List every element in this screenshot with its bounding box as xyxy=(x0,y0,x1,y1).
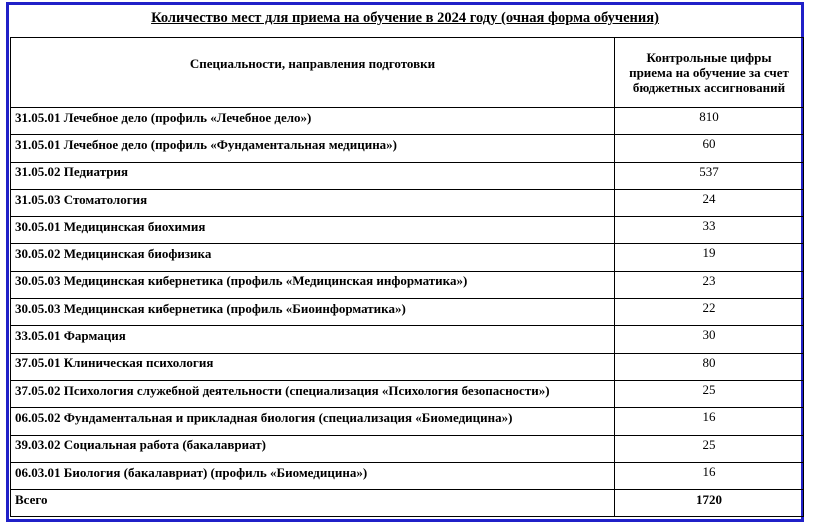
quota-value: 33 xyxy=(615,217,804,244)
header-specialty: Специальности, направления подготовки xyxy=(11,38,615,108)
table-row xyxy=(11,189,804,216)
specialty-name: 31.05.01 Лечебное дело (профиль «Лечебное дело») xyxy=(11,108,615,135)
specialty-name: 06.03.01 Биология (бакалавриат) (профиль «Биомедицина») xyxy=(11,462,615,489)
quota-value: 22 xyxy=(615,299,804,326)
table-row xyxy=(11,271,804,298)
quota-value: 60 xyxy=(615,135,804,162)
total-value: 1720 xyxy=(615,490,804,517)
specialty-name: 39.03.02 Социальная работа (бакалавриат) xyxy=(11,435,615,462)
table-row xyxy=(11,162,804,189)
specialty-name: 30.05.01 Медицинская биохимия xyxy=(11,217,615,244)
admission-quota-table xyxy=(10,37,804,517)
total-label: Всего xyxy=(11,490,615,517)
document-title: Количество мест для приема на обучение в 2024 году (очная форма обучения) xyxy=(151,10,659,26)
table-row xyxy=(11,435,804,462)
table-row xyxy=(11,217,804,244)
table-row xyxy=(11,135,804,162)
quota-value: 537 xyxy=(615,162,804,189)
quota-value: 810 xyxy=(615,108,804,135)
specialty-name: 30.05.03 Медицинская кибернетика (профиль «Медицинская информатика») xyxy=(11,271,615,298)
table-header-row xyxy=(11,38,804,108)
table-row xyxy=(11,108,804,135)
total-row xyxy=(11,490,804,517)
table-row xyxy=(11,380,804,407)
table-row xyxy=(11,408,804,435)
table-row xyxy=(11,244,804,271)
specialty-name: 31.05.02 Педиатрия xyxy=(11,162,615,189)
table-row xyxy=(11,326,804,353)
table-row xyxy=(11,353,804,380)
specialty-name: 31.05.03 Стоматология xyxy=(11,189,615,216)
quota-value: 25 xyxy=(615,380,804,407)
quota-value: 80 xyxy=(615,353,804,380)
specialty-name: 33.05.01 Фармация xyxy=(11,326,615,353)
specialty-name: 30.05.03 Медицинская кибернетика (профиль «Биоинформатика») xyxy=(11,299,615,326)
quota-value: 25 xyxy=(615,435,804,462)
table-row xyxy=(11,299,804,326)
quota-value: 16 xyxy=(615,408,804,435)
specialty-name: 06.05.02 Фундаментальная и прикладная биология (специализация «Биомедицина») xyxy=(11,408,615,435)
header-quota: Контрольные цифры приема на обучение за счет бюджетных ассигнований xyxy=(615,38,804,108)
specialty-name: 31.05.01 Лечебное дело (профиль «Фундаментальная медицина») xyxy=(11,135,615,162)
specialty-name: 30.05.02 Медицинская биофизика xyxy=(11,244,615,271)
quota-value: 19 xyxy=(615,244,804,271)
table-row xyxy=(11,462,804,489)
quota-value: 16 xyxy=(615,462,804,489)
quota-value: 30 xyxy=(615,326,804,353)
specialty-name: 37.05.02 Психология служебной деятельности (специализация «Психология безопасности») xyxy=(11,380,615,407)
quota-value: 23 xyxy=(615,271,804,298)
quota-value: 24 xyxy=(615,189,804,216)
specialty-name: 37.05.01 Клиническая психология xyxy=(11,353,615,380)
